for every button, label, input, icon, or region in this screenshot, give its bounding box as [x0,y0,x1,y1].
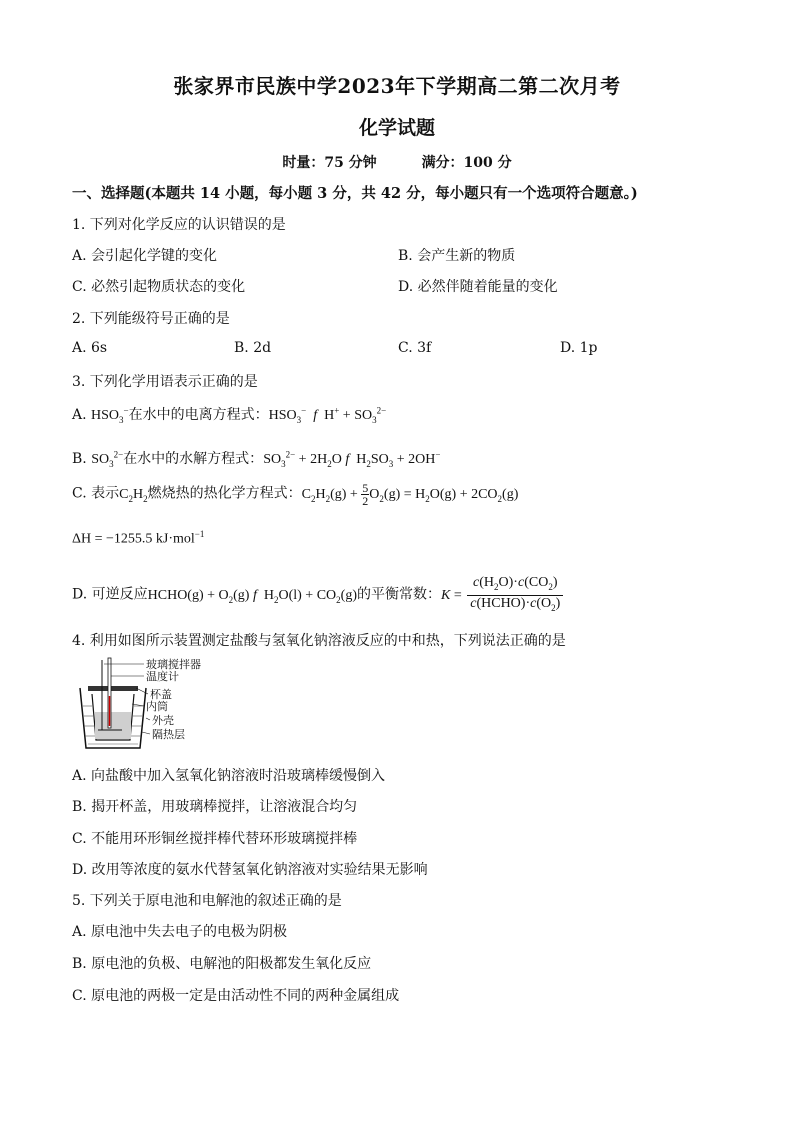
q1-option-b: B. 会产生新的物质 [398,248,516,264]
q2-option-c: C. 3f [398,340,432,356]
exam-title: 张家界市民族中学2023年下学期高二第二次月考 [173,74,621,98]
section-heading: 一、选择题(本题共 14 小题，每小题 3 分，共 42 分，每小题只有一个选项符合题意。) [72,185,638,202]
q3-option-c-dh: ΔH = −1255.5 kJ·mol$^{-1}$ [72,529,205,547]
q3-option-c: C. 表示$C_2H_2$燃烧热的热化学方程式：$C_2H_2(g)$ + $\frac{5}{2}$ $O_2(g) = H_2O(g) + 2CO_2(g)$ [72,481,519,508]
exam-time: 时量：75 分钟 [282,155,377,171]
diagram-label-shell: 外壳 [152,714,174,727]
diagram-label-stirrer: 玻璃搅拌器 [146,658,201,671]
exam-score: 满分：100 分 [421,155,512,171]
q4-option-c: C. 不能用环形铜丝搅拌棒代替环形玻璃搅拌棒 [72,831,358,847]
q2-stem: 2. 下列能级符号正确的是 [72,311,230,327]
q1-option-c: C. 必然引起物质状态的变化 [72,279,246,295]
q5-option-b: B. 原电池的负极、电解池的阳极都发生氧化反应 [72,956,372,972]
q4-option-d: D. 改用等浓度的氨水代替氢氧化钠溶液对实验结果无影响 [72,862,428,878]
exam-meta [0,152,794,172]
q1-option-d: D. 必然伴随着能量的变化 [398,279,558,295]
q5-option-a: A. 原电池中失去电子的电极为阴极 [72,924,288,940]
diagram-label-inner-cup: 内筒 [146,700,168,713]
q2-option-a: A. 6s [72,340,108,356]
q1-stem: 1. 下列对化学反应的认识错误的是 [72,217,286,233]
q3-option-d: D. 可逆反应HCHO(g) + $O_2(g)$ f $H_2O(l) + CO_2(g)$的平衡常数：K = $\frac{c(H_2O)\cdot c(CO_2)}{c(HCHO)\cdot c(O_2)}$ [72,575,565,616]
q5-stem: 5. 下列关于原电池和电解池的叙述正确的是 [72,893,342,909]
q3-option-a: A. $HSO_3^-$在水中的电离方程式：$HSO_3^-$ f $H^+ + SO_3^{2-}$ [72,405,387,425]
q4-stem: 4. 利用如图所示装置测定盐酸与氢氧化钠溶液反应的中和热，下列说法正确的是 [72,633,566,649]
diagram-label-lid: 杯盖 [150,688,172,701]
q5-option-c: C. 原电池的两极一定是由活动性不同的两种金属组成 [72,988,400,1004]
diagram-label-insulation: 隔热层 [152,728,185,741]
q2-option-b: B. 2d [234,340,272,356]
calorimeter-diagram [78,656,238,756]
q2-option-d: D. 1p [560,340,598,356]
q1-option-a: A. 会引起化学键的变化 [72,248,218,264]
q3-option-b: B. $SO_3^{2-}$在水中的水解方程式：$SO_3^{2-} + 2H_2O$ f $H_2SO_3 + 2OH^-$ [72,449,441,469]
q3-stem: 3. 下列化学用语表示正确的是 [72,374,258,390]
q4-option-b: B. 揭开杯盖，用玻璃棒搅拌，让溶液混合均匀 [72,799,358,815]
exam-subject: 化学试题 [358,117,435,139]
q4-option-a: A. 向盐酸中加入氢氧化钠溶液时沿玻璃棒缓慢倒入 [72,768,386,784]
diagram-label-thermometer: 温度计 [146,670,179,683]
